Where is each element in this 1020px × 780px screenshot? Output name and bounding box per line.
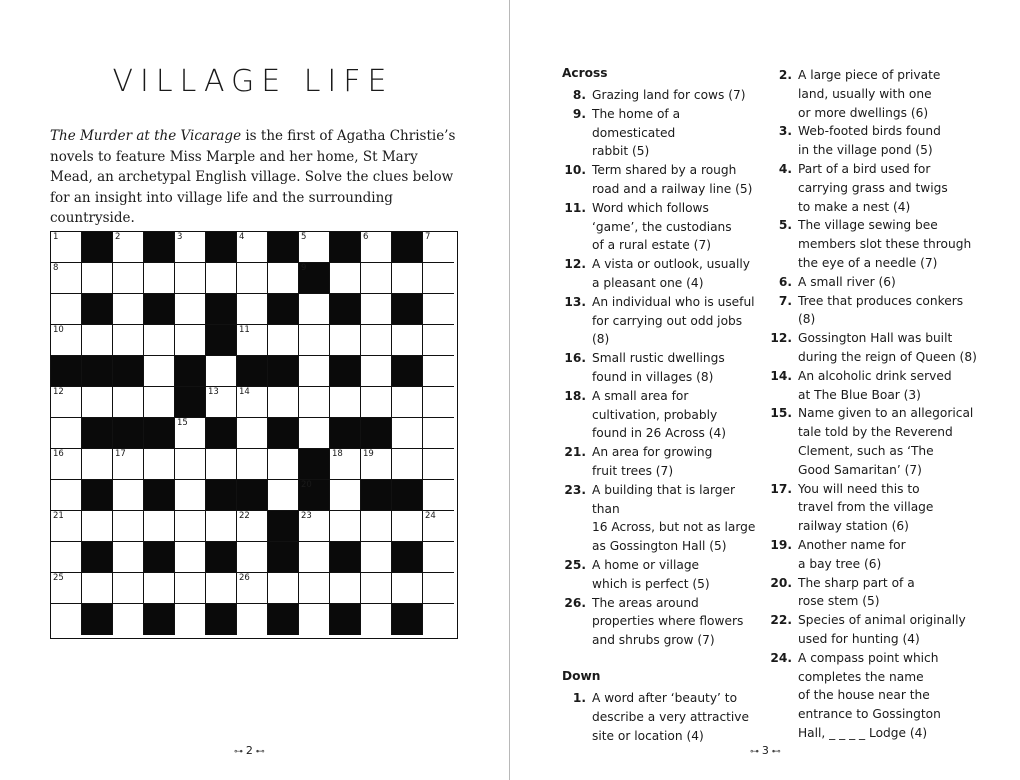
clue-number: 10. — [564, 163, 586, 178]
grid-cell[interactable] — [113, 449, 144, 480]
grid-cell[interactable] — [423, 542, 454, 573]
grid-cell[interactable] — [237, 542, 268, 573]
clue-number: 11. — [564, 200, 586, 215]
grid-cell-black — [299, 263, 330, 294]
clue-text: Another name for a bay tree (6) — [798, 537, 906, 571]
grid-cell[interactable] — [237, 604, 268, 635]
grid-cell-black — [144, 604, 175, 635]
grid-cell[interactable] — [51, 325, 82, 356]
grid-cell[interactable] — [268, 573, 299, 604]
clue-number: 5. — [778, 218, 792, 233]
grid-cell-black — [206, 604, 237, 635]
clue-number: 21 — [53, 511, 64, 521]
grid-cell[interactable] — [82, 511, 113, 542]
clue-item — [768, 66, 983, 122]
grid-cell-black — [175, 356, 206, 387]
clue-item — [768, 404, 983, 479]
clue-text: The village sewing bee members slot these through the eye of a needle (7) — [798, 218, 972, 270]
grid-cell[interactable] — [51, 232, 82, 263]
clue-number: 19 — [363, 449, 374, 459]
clue-number: 15 — [177, 418, 188, 428]
grid-cell[interactable] — [113, 604, 144, 635]
grid-cell[interactable] — [82, 325, 113, 356]
grid-cell[interactable] — [268, 387, 299, 418]
grid-cell[interactable] — [268, 449, 299, 480]
grid-cell-black — [206, 325, 237, 356]
grid-cell[interactable] — [392, 449, 423, 480]
clues-column-1 — [562, 66, 762, 745]
grid-cell[interactable] — [51, 418, 82, 449]
clue-number: 7. — [778, 293, 792, 308]
grid-cell-black — [330, 418, 361, 449]
grid-cell[interactable] — [361, 604, 392, 635]
grid-cell-black — [299, 480, 330, 511]
grid-cell-black — [237, 356, 268, 387]
clue-number: 19. — [770, 537, 792, 552]
clue-number: 17. — [770, 481, 792, 496]
grid-cell[interactable] — [330, 387, 361, 418]
clue-item — [768, 649, 983, 743]
clue-number: 5 — [301, 232, 307, 242]
grid-cell-black — [268, 511, 299, 542]
clue-number: 12 — [53, 387, 64, 397]
grid-cell[interactable] — [268, 263, 299, 294]
grid-cell[interactable] — [113, 263, 144, 294]
clue-item — [768, 292, 983, 330]
grid-cell-black — [268, 232, 299, 263]
grid-cell-black — [268, 356, 299, 387]
grid-cell[interactable] — [330, 511, 361, 542]
grid-cell-black — [268, 294, 299, 325]
grid-cell[interactable] — [299, 356, 330, 387]
clue-number: 25 — [53, 573, 64, 583]
grid-cell[interactable] — [392, 511, 423, 542]
grid-cell-black — [361, 480, 392, 511]
grid-cell-black — [330, 232, 361, 263]
grid-cell[interactable] — [51, 511, 82, 542]
clue-number: 21. — [564, 445, 586, 460]
grid-cell[interactable] — [82, 449, 113, 480]
clue-text: Tree that produces conkers (8) — [798, 293, 964, 327]
clue-number: 14. — [770, 368, 792, 383]
grid-cell[interactable] — [175, 418, 206, 449]
grid-cell[interactable] — [51, 573, 82, 604]
clue-item — [768, 160, 983, 216]
grid-cell[interactable] — [361, 573, 392, 604]
down-clue-list-continued — [768, 66, 983, 743]
down-heading: Down — [562, 668, 601, 683]
clue-number: 2. — [778, 68, 792, 82]
grid-cell-black — [361, 418, 392, 449]
grid-cell[interactable] — [361, 263, 392, 294]
clue-item — [768, 611, 983, 649]
clue-text: You will need this to travel from the village railway station (6) — [798, 481, 934, 534]
crossword-grid — [50, 231, 458, 639]
grid-cell-black — [206, 418, 237, 449]
grid-cell[interactable] — [175, 480, 206, 511]
clue-item — [562, 161, 762, 199]
grid-cell[interactable] — [299, 325, 330, 356]
grid-cell-black — [113, 418, 144, 449]
clue-text: Grazing land for cows (7) — [592, 88, 746, 102]
grid-cell[interactable] — [51, 604, 82, 635]
clue-number: 26 — [239, 573, 250, 583]
grid-cell[interactable] — [299, 604, 330, 635]
grid-cell-black — [392, 356, 423, 387]
grid-cell[interactable] — [299, 418, 330, 449]
grid-cell-black — [144, 294, 175, 325]
clues-column-2 — [768, 66, 983, 743]
clue-text: An area for growing fruit trees (7) — [592, 445, 713, 478]
grid-cell[interactable] — [175, 232, 206, 263]
down-clue-list — [562, 689, 762, 745]
grid-cell[interactable] — [299, 232, 330, 263]
grid-cell-black — [206, 480, 237, 511]
grid-cell[interactable] — [299, 573, 330, 604]
clue-number: 12. — [770, 331, 792, 346]
clue-number: 16. — [564, 351, 586, 366]
grid-cell[interactable] — [361, 294, 392, 325]
grid-cell[interactable] — [206, 356, 237, 387]
ornament-icon: ⊷ — [768, 747, 781, 757]
grid-cell[interactable] — [113, 387, 144, 418]
grid-cell[interactable] — [175, 294, 206, 325]
clue-number: 2 — [115, 232, 121, 242]
grid-cell[interactable] — [51, 542, 82, 573]
clue-number: 8 — [53, 263, 59, 273]
page-number-text: 3 — [761, 744, 769, 757]
grid-cell[interactable] — [361, 356, 392, 387]
clue-number: 24. — [770, 650, 792, 665]
grid-cell[interactable] — [175, 542, 206, 573]
grid-cell[interactable] — [392, 263, 423, 294]
grid-cell[interactable] — [237, 263, 268, 294]
clue-number: 1 — [53, 232, 59, 242]
grid-cell[interactable] — [423, 294, 454, 325]
intro-paragraph — [50, 126, 460, 229]
clue-text: The sharp part of a rose stem (5) — [798, 575, 915, 609]
grid-cell[interactable] — [268, 325, 299, 356]
grid-cell-black — [113, 356, 144, 387]
grid-cell[interactable] — [113, 542, 144, 573]
clue-item — [562, 86, 762, 105]
clue-number: 4. — [778, 161, 792, 176]
grid-cell[interactable] — [361, 232, 392, 263]
clue-number: 14 — [239, 387, 250, 397]
clue-text: An alcoholic drink served at The Blue Boar (3) — [798, 368, 952, 402]
clue-number: 22. — [770, 613, 792, 628]
clue-number: 4 — [239, 232, 245, 242]
grid-cell-black — [392, 232, 423, 263]
grid-cell[interactable] — [330, 325, 361, 356]
clue-item — [562, 349, 762, 387]
grid-cell[interactable] — [175, 573, 206, 604]
page-title: VILLAGE LIFE — [112, 64, 394, 99]
across-clue-list — [562, 86, 762, 650]
grid-cell-black — [82, 356, 113, 387]
grid-cell[interactable] — [175, 325, 206, 356]
grid-cell[interactable] — [144, 356, 175, 387]
grid-cell[interactable] — [144, 573, 175, 604]
grid-cell-black — [330, 604, 361, 635]
grid-cell-black — [330, 294, 361, 325]
grid-cell[interactable] — [423, 573, 454, 604]
grid-cell[interactable] — [423, 232, 454, 263]
grid-cell[interactable] — [423, 325, 454, 356]
clue-item — [768, 536, 983, 574]
grid-cell[interactable] — [423, 387, 454, 418]
grid-cell-black — [175, 387, 206, 418]
grid-cell[interactable] — [423, 449, 454, 480]
grid-cell[interactable] — [237, 511, 268, 542]
grid-cell[interactable] — [82, 573, 113, 604]
clue-number: 11 — [239, 325, 250, 335]
clue-number: 24 — [425, 511, 436, 521]
grid-cell[interactable] — [361, 511, 392, 542]
clue-number: 8. — [572, 88, 586, 102]
intro-text: is the first of Agatha Christie’s novels to feature Miss Marple and her home, St Mary Mead, an archetypal English village. Solve the clues below for an insight into village life and the surrounding countryside. — [50, 128, 456, 226]
grid-cell[interactable] — [237, 294, 268, 325]
grid-cell[interactable] — [113, 325, 144, 356]
clue-text: A word after ‘beauty’ to describe a very attractive site or location (4) — [592, 690, 750, 743]
ornament-icon: ⊷ — [252, 747, 265, 757]
clue-number: 3. — [778, 124, 792, 139]
grid-cell[interactable] — [392, 573, 423, 604]
grid-cell-black — [299, 449, 330, 480]
clue-text: A large piece of private land, usually with one or more dwellings (6) — [798, 68, 941, 120]
clue-item — [768, 480, 983, 536]
grid-cell-black — [392, 480, 423, 511]
clue-number: 13 — [208, 387, 219, 397]
clue-number: 9 — [301, 263, 307, 273]
clue-item — [562, 443, 762, 481]
clue-text: A compass point which completes the name of the house near the entrance to Gossington Hall, _ _ _ _ Lodge (4) — [798, 650, 941, 740]
grid-cell[interactable] — [51, 480, 82, 511]
clue-item — [562, 387, 762, 443]
clue-item — [768, 367, 983, 405]
clue-number: 20. — [770, 575, 792, 590]
grid-cell-black — [268, 418, 299, 449]
grid-cell[interactable] — [144, 449, 175, 480]
clue-number: 10 — [53, 325, 64, 335]
clue-text: Web-footed birds found in the village pond (5) — [798, 124, 941, 158]
grid-cell[interactable] — [392, 325, 423, 356]
across-heading: Across — [562, 66, 608, 80]
grid-cell[interactable] — [423, 511, 454, 542]
grid-cell-black — [392, 542, 423, 573]
grid-cell[interactable] — [330, 449, 361, 480]
clue-text: An individual who is useful for carrying out odd jobs (8) — [592, 294, 755, 347]
grid-cell-black — [82, 604, 113, 635]
grid-cell-black — [392, 604, 423, 635]
grid-cell-black — [206, 232, 237, 263]
grid-cell-black — [268, 604, 299, 635]
grid-cell[interactable] — [299, 511, 330, 542]
clue-text: The home of a domesticated rabbit (5) — [592, 106, 681, 159]
clue-number: 16 — [53, 449, 64, 459]
clue-number: 1. — [572, 690, 586, 705]
grid-cell[interactable] — [206, 511, 237, 542]
clue-number: 9. — [572, 106, 586, 121]
clue-text: Term shared by a rough road and a railway line (5) — [592, 163, 753, 196]
grid-cell[interactable] — [237, 449, 268, 480]
grid-cell[interactable] — [423, 356, 454, 387]
page-number-right — [750, 744, 781, 757]
grid-cell-black — [330, 356, 361, 387]
grid-cell[interactable] — [51, 449, 82, 480]
grid-cell[interactable] — [175, 449, 206, 480]
grid-cell[interactable] — [175, 263, 206, 294]
grid-cell-black — [330, 542, 361, 573]
page-number-text: 2 — [245, 744, 253, 757]
grid-cell[interactable] — [237, 418, 268, 449]
clue-text: A vista or outlook, usually a pleasant one (4) — [592, 257, 750, 290]
grid-cell-black — [144, 232, 175, 263]
clue-text: The areas around properties where flowers and shrubs grow (7) — [592, 595, 744, 648]
clue-number: 20 — [301, 480, 312, 490]
grid-cell[interactable] — [423, 604, 454, 635]
clue-text: Gossington Hall was built during the reign of Queen (8) — [798, 331, 977, 364]
clue-item — [562, 594, 762, 650]
grid-cell[interactable] — [82, 263, 113, 294]
grid-cell[interactable] — [206, 387, 237, 418]
page-number-left — [234, 744, 265, 757]
grid-cell[interactable] — [361, 542, 392, 573]
grid-cell[interactable] — [299, 387, 330, 418]
clue-text: A home or village which is perfect (5) — [592, 557, 710, 591]
clue-number: 13. — [564, 294, 586, 309]
grid-cell[interactable] — [206, 573, 237, 604]
clue-item — [562, 689, 762, 745]
grid-cell-black — [82, 418, 113, 449]
grid-cell[interactable] — [144, 387, 175, 418]
grid-cell-black — [392, 294, 423, 325]
clue-number: 15. — [770, 406, 792, 421]
clue-text: Part of a bird used for carrying grass and twigs to make a nest (4) — [798, 161, 948, 214]
clue-item — [562, 293, 762, 349]
clue-item — [562, 255, 762, 293]
page-divider — [509, 0, 510, 780]
grid-cell[interactable] — [299, 294, 330, 325]
clue-number: 12. — [564, 257, 586, 272]
clue-item — [562, 105, 762, 161]
grid-cell[interactable] — [113, 573, 144, 604]
grid-cell-black — [144, 418, 175, 449]
clue-number: 18 — [332, 449, 343, 459]
grid-cell[interactable] — [144, 511, 175, 542]
grid-cell-black — [206, 542, 237, 573]
clue-text: A small river (6) — [798, 274, 896, 289]
clue-item — [768, 122, 983, 160]
clue-text: A small area for cultivation, probably found in 26 Across (4) — [592, 388, 727, 441]
clue-item — [562, 199, 762, 255]
clue-number: 22 — [239, 511, 250, 521]
clue-text: A building that is larger than 16 Across, but not as large as Gossington Hall (5) — [592, 482, 756, 554]
grid-cell[interactable] — [237, 387, 268, 418]
clue-item — [562, 481, 762, 556]
clue-text: Species of animal originally used for hunting (4) — [798, 613, 966, 646]
grid-cell-black — [206, 294, 237, 325]
clue-item — [768, 329, 983, 367]
clue-item — [562, 556, 762, 594]
grid-cell[interactable] — [206, 263, 237, 294]
grid-cell[interactable] — [82, 387, 113, 418]
grid-cell[interactable] — [175, 604, 206, 635]
grid-cell[interactable] — [361, 387, 392, 418]
grid-cell[interactable] — [144, 263, 175, 294]
grid-cell[interactable] — [237, 232, 268, 263]
clue-number: 25. — [564, 557, 586, 572]
clue-number: 23 — [301, 511, 312, 521]
grid-cell-black — [237, 480, 268, 511]
grid-cell[interactable] — [113, 480, 144, 511]
grid-cell[interactable] — [51, 263, 82, 294]
book-title: The Murder at the Vicarage — [50, 128, 242, 144]
clue-text: Name given to an allegorical tale told by the Reverend Clement, such as ‘The Good Samaritan’ (7) — [798, 406, 974, 477]
grid-cell[interactable] — [268, 480, 299, 511]
clue-number: 3 — [177, 232, 183, 242]
grid-cell-black — [82, 294, 113, 325]
grid-cell-black — [82, 542, 113, 573]
grid-cell[interactable] — [423, 263, 454, 294]
grid-cell-black — [51, 356, 82, 387]
clue-number: 23. — [564, 482, 586, 497]
grid-cell[interactable] — [51, 294, 82, 325]
grid-cell[interactable] — [237, 573, 268, 604]
clue-number: 6. — [778, 274, 792, 289]
ornament-icon: ⊶ — [234, 747, 246, 757]
clue-number: 6 — [363, 232, 369, 242]
grid-cell[interactable] — [330, 480, 361, 511]
clue-number: 26. — [564, 595, 586, 610]
grid-cell-black — [82, 232, 113, 263]
grid-cell[interactable] — [113, 232, 144, 263]
grid-cell[interactable] — [51, 387, 82, 418]
grid-cell[interactable] — [175, 511, 206, 542]
grid-cell[interactable] — [361, 325, 392, 356]
clue-text: Small rustic dwellings found in villages (8) — [592, 351, 725, 384]
grid-cell[interactable] — [144, 325, 175, 356]
grid-cell-black — [144, 480, 175, 511]
grid-cell-black — [144, 542, 175, 573]
grid-cell[interactable] — [206, 449, 237, 480]
grid-cell[interactable] — [330, 573, 361, 604]
grid-cell-black — [82, 480, 113, 511]
grid-cell[interactable] — [392, 418, 423, 449]
clue-number: 17 — [115, 449, 126, 459]
clue-item — [768, 574, 983, 612]
grid-cell[interactable] — [392, 387, 423, 418]
grid-cell[interactable] — [361, 449, 392, 480]
ornament-icon: ⊶ — [750, 747, 762, 757]
grid-cell[interactable] — [423, 480, 454, 511]
clue-number: 7 — [425, 232, 431, 242]
clue-item — [768, 216, 983, 272]
grid-cell-black — [268, 542, 299, 573]
clue-text: Word which follows ‘game’, the custodians of a rural estate (7) — [592, 200, 732, 253]
grid-cell[interactable] — [237, 325, 268, 356]
grid-cell[interactable] — [423, 418, 454, 449]
grid-cell[interactable] — [299, 542, 330, 573]
clue-number: 18. — [564, 388, 586, 403]
grid-cell[interactable] — [330, 263, 361, 294]
grid-cell[interactable] — [113, 511, 144, 542]
grid-cell[interactable] — [113, 294, 144, 325]
clue-item — [768, 273, 983, 292]
